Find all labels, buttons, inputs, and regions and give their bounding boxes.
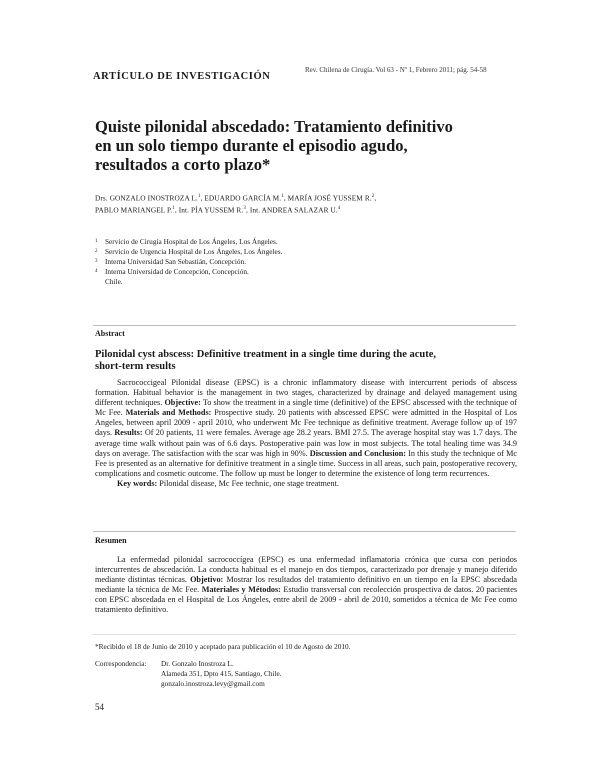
correspondence-line: Alameda 351, Dpto 415, Santiago, Chile. bbox=[161, 669, 282, 678]
author-sup: 2 bbox=[371, 194, 375, 199]
title-line: resultados a corto plazo* bbox=[95, 155, 271, 174]
english-title-line: short-term results bbox=[95, 361, 176, 372]
correspondence-email: gonzalo.inostroza.levy@gmail.com bbox=[161, 679, 265, 688]
author-sup: 1 bbox=[172, 206, 175, 212]
keywords: Key words: Pilonidal disease, Mc Fee technic, one stage treatment. bbox=[117, 478, 339, 488]
correspondence-label: Correspondencia: bbox=[95, 659, 147, 668]
author-separator: , bbox=[245, 205, 250, 215]
english-title-line: Pilonidal cyst abscess: Definitive treatment in a single time during the acute, bbox=[95, 349, 437, 360]
objetivo-label: Objetivo: bbox=[190, 575, 224, 585]
resumen-body bbox=[95, 555, 517, 616]
affiliation bbox=[95, 257, 395, 267]
affiliation-sup: 4 bbox=[95, 269, 98, 274]
metodos-label: Materiales y Métodos: bbox=[201, 585, 281, 595]
article-title bbox=[95, 117, 515, 174]
page-number: 54 bbox=[95, 702, 104, 712]
author-sup: 4 bbox=[337, 206, 341, 212]
resumen-paragraph: La enfermedad pilonidal sacrococcígea (EPSC) es una enfermedad inflamatoria crónica que cursa con periodos intercurrentes de abscedación. La conducta habitual es el manejo en dos tiempos, caracterizado por drenaje y manejo diferido mediante distintas técnicas. Objetivo: Mostrar los resultados del tratamiento definitivo en un tiempo en la EPSC abscedada mediante la técnica de Mc Fee. Materiales y Métodos: Estudio transversal con recolección prospectiva de datos. 20 pacientes con EPSC abscedada en el Hospital de Los Ángeles, entre abril de 2009 - abril de 2010, sometidos a técnica de Mc Fee como tratamiento definitivo. bbox=[95, 555, 518, 615]
received-footnote: *Recibido el 18 de Junio de 2010 y aceptado para publicación el 10 de Agosto de 2010. bbox=[95, 642, 351, 651]
footnote-divider bbox=[93, 634, 516, 635]
journal-reference: Rev. Chilena de Cirugía. Vol 63 - Nº 1, Febrero 2011; pág. 54-58 bbox=[305, 66, 487, 74]
author-sup: 3 bbox=[243, 206, 246, 212]
author-name: EDUARDO GARCÍA M. bbox=[204, 193, 282, 203]
affiliation-sup: 2 bbox=[95, 249, 98, 254]
affiliation-text: Servicio de Cirugía Hospital de Los Ángeles, Los Ángeles. bbox=[105, 237, 278, 246]
resumen-divider bbox=[93, 531, 516, 532]
affiliation-sup: 3 bbox=[95, 259, 98, 264]
author-list bbox=[95, 191, 535, 216]
abstract-divider bbox=[93, 325, 516, 326]
affiliation-text: Interna Universidad San Sebastián, Concepción. bbox=[105, 257, 247, 266]
section-tag: ARTÍCULO DE INVESTIGACIÓN bbox=[93, 71, 271, 82]
author-name: Int. PÍA YUSSEM R. bbox=[178, 205, 244, 215]
title-line: en un solo tiempo durante el episodio agudo, bbox=[95, 136, 408, 155]
affiliation-sup: 1 bbox=[95, 239, 98, 244]
affiliation-text: Interna Universidad de Concepción, Concepción. bbox=[105, 267, 249, 276]
correspondence-address bbox=[161, 659, 282, 689]
discussion-label: Discussion and Conclusion: bbox=[309, 448, 407, 458]
affiliation-country bbox=[95, 277, 395, 287]
abstract-paragraph: Sacrococcigeal Pilonidal disease (EPSC) is a chronic inflammatory disease with intercurrent periods of abscess formation. Habitual behavior is the management in two stages, characterized by drainage and delayed management using different techniques. Objective: To show the treatment in a single time (definitive) of the EPSC abscessed with the technique of Mc Fee. Materials and Methods: Prospective study. 20 patients with abscessed EPSC were admitted in the Hospital of Los Angeles, between april 2009 - april 2010, who underwent Mc Fee technique as definitive treatment. Average follow up of 197 days. Results: Of 20 patients, 11 were females. Average age 28.2 years. BMI 27.5. The average hospital stay was 1.7 days. The average time walk without pain was of 6.6 days. Postoperative pain was low in most subjects. The total healing time was 34.9 days on average. The satisfaction with the scar was high in 90%. Discussion and Conclusion: In this study the technique of Mc Fee is presented as an alternative for definitive treatment in a single time. Success in all areas, such pain, postoperative recovery, complications and cosmetic outcome. The follow up must be longer to determine the existence of long term recurrences. bbox=[95, 378, 518, 478]
objective-label: Objective: bbox=[164, 398, 201, 408]
affiliation-list bbox=[95, 237, 395, 287]
english-title bbox=[95, 349, 515, 373]
author-sup: 1 bbox=[197, 194, 201, 199]
author-separator: , bbox=[283, 193, 288, 203]
author-separator: , bbox=[174, 205, 179, 215]
results-label: Results: bbox=[114, 428, 143, 438]
correspondence-line: Dr. Gonzalo Inostroza L. bbox=[161, 659, 234, 668]
affiliation bbox=[95, 267, 395, 277]
affiliation bbox=[95, 237, 395, 247]
methods-label: Materials and Methods: bbox=[125, 408, 212, 418]
author-line bbox=[95, 191, 535, 203]
country-text: Chile. bbox=[105, 277, 123, 286]
title-line: Quiste pilonidal abscedado: Tratamiento definitivo bbox=[95, 117, 453, 136]
abstract-heading: Abstract bbox=[95, 329, 125, 338]
abstract-body bbox=[95, 378, 517, 489]
author-name: PABLO MARIANGEL P. bbox=[95, 205, 173, 215]
author-name: MARÍA JOSÉ YUSSEM R. bbox=[287, 193, 372, 203]
affiliation-text: Servicio de Urgencia Hospital de Los Ángeles, Los Ángeles. bbox=[105, 247, 283, 256]
author-sup: 1 bbox=[281, 194, 284, 199]
author-separator: , bbox=[374, 193, 377, 203]
author-separator: , bbox=[200, 193, 205, 203]
affiliation bbox=[95, 247, 395, 257]
author-name: Drs. GONZALO INOSTROZA L. bbox=[95, 193, 198, 203]
resumen-heading: Resumen bbox=[95, 536, 127, 545]
author-name: Int. ANDREA SALAZAR U. bbox=[249, 205, 338, 215]
keywords-label: Key words: bbox=[117, 478, 158, 488]
author-line bbox=[95, 203, 535, 215]
